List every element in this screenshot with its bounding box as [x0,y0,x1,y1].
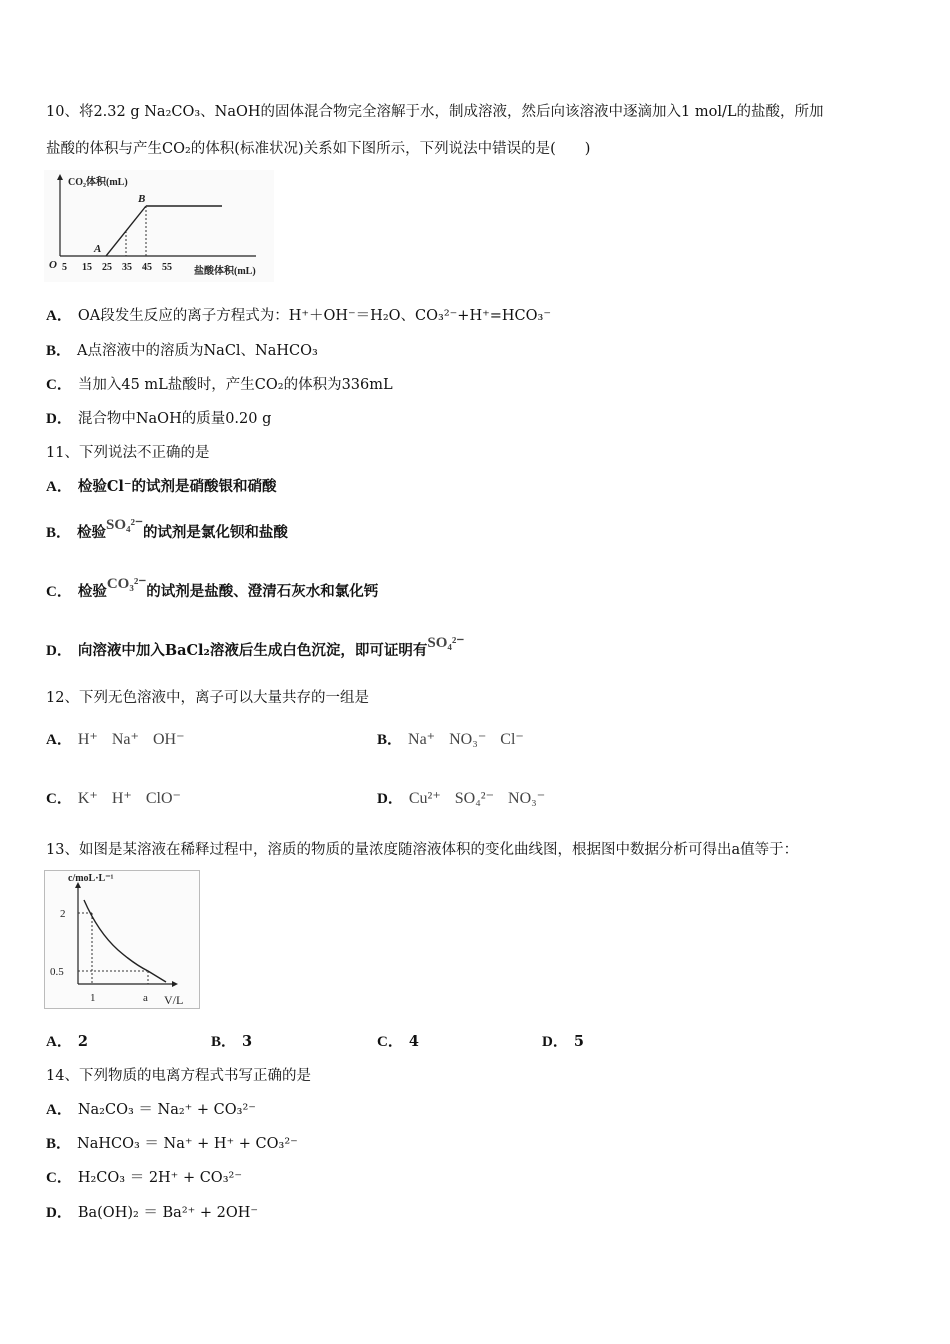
option-letter: D． [46,1205,72,1221]
option-letter: D． [377,791,403,807]
option-letter: A． [46,1034,72,1050]
option-letter: D． [46,643,72,659]
q13-ytick-05: 0.5 [50,966,64,978]
q12-option-a [46,730,199,750]
option-letter: C． [46,584,72,600]
option-letter: D． [542,1034,568,1050]
q11-option-d-ion: SO₄²⁻ [427,635,465,651]
ion: NO₃⁻ [449,731,487,748]
ion: K⁺ [77,790,98,807]
ion: Cl⁻ [500,731,524,748]
q13-chart [44,870,202,1010]
q10-xtick-5: 5 [62,262,67,273]
q11-option-c-ion: CO₃²⁻ [106,576,147,592]
q13-option-a-text: 2 [77,1033,88,1050]
q10-option-a [46,306,551,326]
option-letter: A． [46,479,72,495]
q10-option-b [46,341,318,361]
q11-option-b [46,517,288,543]
q10-option-c-text: 当加入45 mL盐酸时，产生CO₂的体积为336mL [77,377,393,393]
q13-xlabel: V/L [164,993,184,1007]
q14-option-a [46,1100,256,1120]
q10-point-a-label: A [94,243,102,255]
option-letter: C． [46,791,72,807]
q14-stem: 14、下列物质的电离方程式书写正确的是 [46,1068,311,1084]
option-letter: B． [46,343,72,359]
q13-option-c-text: 4 [408,1033,419,1050]
q10-xtick-55: 55 [162,262,172,273]
q10-xtick-45: 45 [142,262,152,273]
option-letter: D． [46,411,72,427]
ion: NO₃⁻ [508,790,546,807]
q13-ylabel: c/moL·L⁻¹ [68,873,114,884]
q14-option-b [46,1134,298,1154]
ion: Na⁺ [111,731,139,748]
q10-ylabel: CO₂体积(mL) [68,177,128,188]
q14-option-d [46,1203,258,1223]
option-letter: B． [46,525,72,541]
q13-ytick-2: 2 [60,908,66,920]
q11-option-b-post: 的试剂是氯化钡和盐酸 [142,524,288,541]
q10-option-b-text: A点溶液中的溶质为NaCl、NaHCO₃ [77,343,318,359]
q13-option-a [46,1032,88,1052]
q14-option-d-text: Ba(OH)₂ ＝ Ba²⁺ + 2OH⁻ [77,1205,259,1221]
q11-option-b-pre: 检验 [77,524,107,541]
q14-option-a-text: Na₂CO₃ ＝ Na₂⁺ + CO₃²⁻ [77,1102,256,1118]
option-letter: B． [211,1034,237,1050]
q11-option-d [46,635,465,661]
q14-option-c [46,1168,242,1188]
ion: Na⁺ [408,731,436,748]
q14-option-c-text: H₂CO₃ ＝ 2H⁺ + CO₃²⁻ [77,1170,242,1186]
q13-option-c [377,1032,419,1052]
q10-xtick-15: 15 [82,262,92,273]
q11-option-b-ion: SO₄²⁻ [106,517,143,533]
q10-point-b-label: B [138,193,146,205]
q10-xtick-35: 35 [122,262,132,273]
q10-option-a-text: OA段发生反应的离子方程式为：H⁺＋OH⁻＝H₂O、CO₃²⁻+H⁺=HCO₃⁻ [77,308,551,324]
q10-chart [44,170,274,282]
option-letter: C． [377,1034,403,1050]
q10-xtick-25: 25 [102,262,112,273]
q10-stem-line2: 盐酸的体积与产生CO₂的体积(标准状况)关系如下图所示，下列说法中错误的是( ) [46,141,591,157]
option-letter: A． [46,1102,72,1118]
q12-option-c [46,789,195,809]
ion: H⁺ [111,790,132,807]
q11-option-d-text: 向溶液中加入BaCl₂溶液后生成白色沉淀，即可证明有 [77,642,428,659]
q13-option-d-text: 5 [573,1033,584,1050]
q10-option-c [46,375,393,395]
q12-option-b [377,730,538,750]
q13-stem: 13、如图是某溶液在稀释过程中，溶质的物质的量浓度随溶液体积的变化曲线图，根据图中数据分析可得出a值等于： [46,842,799,858]
q10-option-d-text: 混合物中NaOH的质量0.20 g [77,411,272,427]
q10-xlabel: 盐酸体积(mL) [194,266,256,277]
q11-option-c [46,576,379,602]
option-letter: A． [46,308,72,324]
q10-option-d [46,409,271,429]
q11-option-c-post: 的试剂是盐酸、澄清石灰水和氯化钙 [146,583,379,600]
q11-option-a [46,477,277,497]
ion: OH⁻ [152,731,185,748]
q12-option-d [377,789,559,809]
q13-option-b [211,1032,252,1052]
q11-stem: 11、下列说法不正确的是 [46,445,210,461]
q10-stem-line1: 10、将2.32 g Na₂CO₃、NaOH的固体混合物完全溶解于水，制成溶液，然后向该溶液中逐滴加入1 mol/L的盐酸，所加 [46,104,824,120]
q13-xtick-a: a [143,992,148,1004]
q10-origin-label: O [49,259,57,271]
option-letter: C． [46,377,72,393]
q12-stem: 12、下列无色溶液中，离子可以大量共存的一组是 [46,690,369,706]
q13-xtick-1: 1 [90,992,96,1004]
option-letter: B． [46,1136,72,1152]
q11-option-c-pre: 检验 [77,583,107,600]
option-letter: B． [377,732,403,748]
q11-option-a-text: 检验Cl⁻的试剂是硝酸银和硝酸 [77,478,277,495]
option-letter: A． [46,732,72,748]
ion: Cu²⁺ [408,790,441,807]
option-letter: C． [46,1170,72,1186]
q13-option-d [542,1032,584,1052]
ion: ClO⁻ [145,790,181,807]
q14-option-b-text: NaHCO₃ ＝ Na⁺ + H⁺ + CO₃²⁻ [77,1136,298,1152]
ion: SO₄²⁻ [454,790,495,807]
q13-option-b-text: 3 [242,1033,253,1050]
ion: H⁺ [77,731,98,748]
